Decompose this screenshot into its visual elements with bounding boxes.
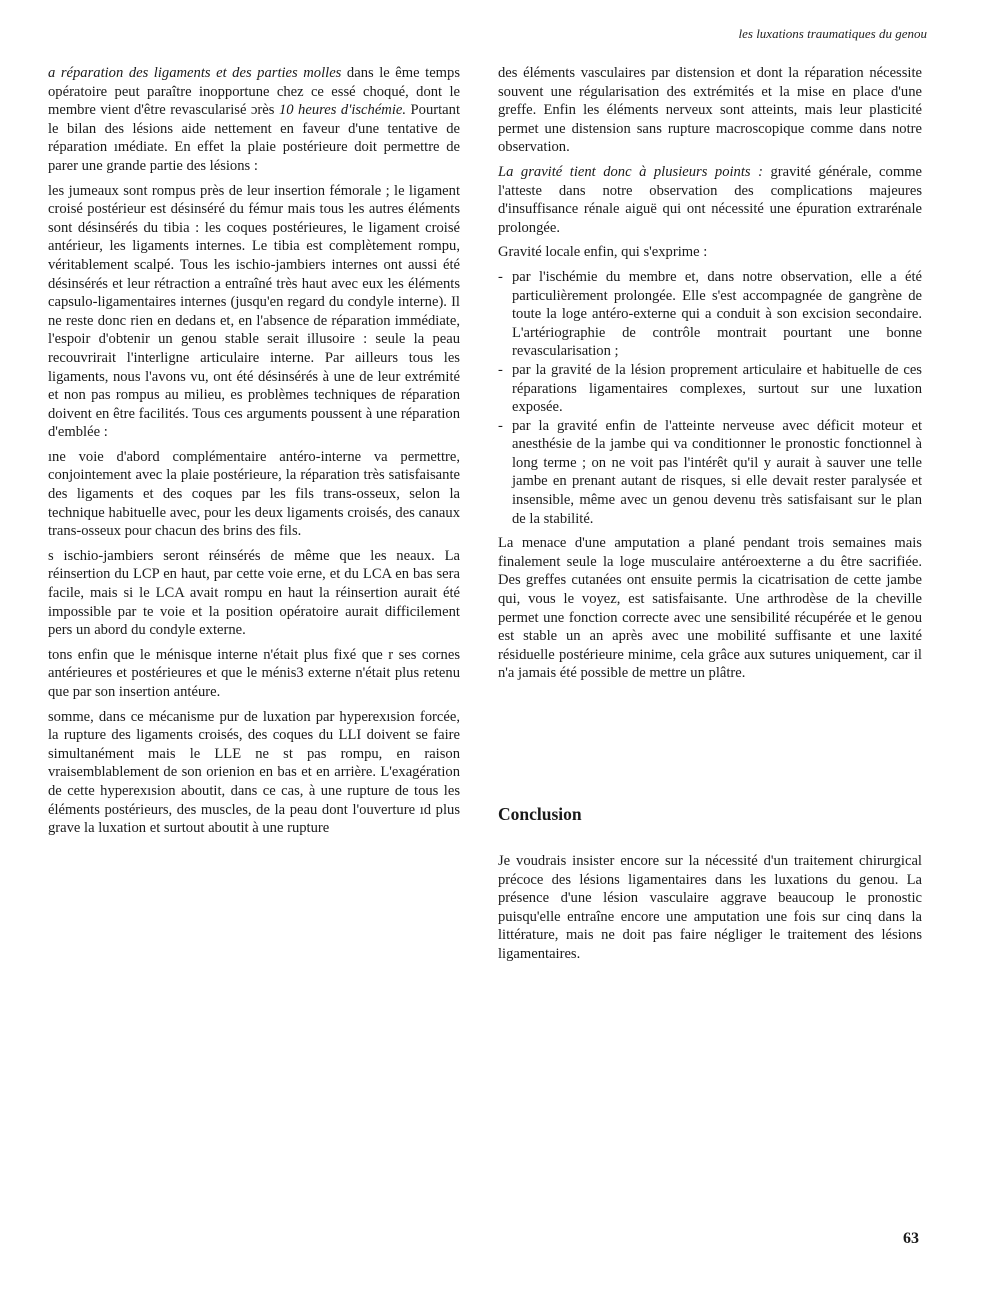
- right-paragraph-4: La menace d'une amputation a plané pendant trois semaines mais finalement seule la loge musculaire antéroexterne a du être sacrifiée. Des greffes cutanées ont ensuite permis la cicatrisation de cette jambe qui, vous le voyez, est satisfaisante. Une arthrodèse de la cheville permet une fonction correcte avec une sensibilité récupérée et le genou est stable un an après avec une mobilité suffisante et une laxité résiduelle postérieure minime, cela grâce aux sutures uniquement, car il n'a jamais été possible de mettre un plâtre.: [498, 535, 922, 682]
- left-paragraph-2: les jumeaux sont rompus près de leur insertion fémorale ; le ligament croisé postérieur est désinséré du fémur mais tous les autres éléments sont désinsérés du tibia : les coques postérieures, le ligament croisé antérieur, les ligaments internes. Le tibia est complètement rompu, véritablement scalpé. Tous les ischio-jambiers internes ont aussi été désinsérés et leur rétraction a entraîné très haut avec eux les éléments capsulo-ligamentaires internes (jusqu'en regard du condyle interne). Il ne reste donc rien en dedans et, en l'absence de réparation immédiate, l'espoir d'obtenir un genou stable serait illusoire : seule la peau recouvrirait l'interligne articulaire interne. Par ailleurs tous les ligaments, nous l'avons vu, ont été désinsérés à une de leur extrémité et non pas rompus au milieu, es problèmes techniques de réparation doivent en être facilités. Tous ces arguments poussent à une réparation d'emblée :: [48, 182, 460, 441]
- right-paragraph-3: Gravité locale enfin, qui s'exprime :: [498, 244, 708, 261]
- left-paragraph-4: s ischio-jambiers seront réinsérés de même que les neaux. La réinsertion du LCP en haut, par cette voie erne, et du LCA en bas sera facile, mais si le LCA avait rompu en haut la réinsertion aurait été impossible par te voie et la position opératoire aurait difficilement pers un abord du condyle externe.: [48, 547, 460, 639]
- left-p1-text-b: Pourtant le bilan des lésions aide nettement en faveur d'une tentative de réparation ımédiate. En effet la plaie postérieure doit permettre de parer une grande partie des lésions :: [48, 102, 460, 174]
- left-p1-italic-b: 10 heures d'ischémie.: [278, 102, 407, 119]
- left-paragraph-3: ıne voie d'abord complémentaire antéro-interne va permettre, conjointement avec la plaie postérieure, la réparation très satisfaisante des ligaments et des coques par les fils trans-osseux, selon la technique habituelle avec, pour les deux ligaments croisés, des canaux trans-osseux pour chacun des brins des fils.: [48, 448, 460, 540]
- left-paragraph-5: tons enfin que le ménisque interne n'était plus fixé que r ses cornes antérieures et postérieures et que le ménis3 externe n'était plus retenu que par son insertion antéure.: [48, 646, 460, 700]
- gravity-list: [498, 268, 922, 528]
- left-column: [48, 64, 460, 844]
- right-paragraph-2: [498, 163, 922, 237]
- list-item: - par la gravité enfin de l'atteinte nerveuse avec déficit moteur et anesthésie de la jambe qui va conditionner le pronostic fonctionnel à long terme ; on ne voit pas l'intérêt qu'il y aurait à sauver une telle jambe en prenant autant de risques, si elle devait rester paralysée et insensible, même avec un genou devenu très satisfaisant sur le plan de la stabilité.: [498, 417, 922, 529]
- right-p2-text: gravité générale, comme l'atteste dans notre observation des complications majeures d'insuffisance rénale aiguë qui ont nécessité une épuration extrarénale prolongée.: [498, 163, 923, 236]
- right-column: [498, 64, 922, 689]
- left-p1-italic-a: a réparation des ligaments et des parties molles: [48, 65, 342, 81]
- left-paragraph-6: somme, dans ce mécanisme pur de luxation par hyperexısion forcée, la rupture des ligaments croisés, des coques du LLI doivent se faire simultanément mais le LLE ne st pas rompu, en raison vraisemblablement de son orienion en bas et en arrière. L'exagération de cette hyperexısion aboutit, dans ce cas, à une rupture de tous les éléments postérieurs, des muscles, de la peau dont l'ouverture ıd plus grave la luxation et surtout aboutit à une rupture: [48, 708, 460, 837]
- conclusion-heading: Conclusion: [498, 804, 582, 824]
- right-paragraph-1: des éléments vasculaires par distension et dont la réparation nécessite souvent une régularisation des extrémités et la mise en place d'une greffe. Enfin les éléments nerveux sont atteints, mais leur plasticité permet une distension sans rupture macroscopique comme dans notre observation.: [498, 65, 922, 156]
- right-p2-italic: La gravité tient donc à plusieurs points :: [498, 163, 763, 180]
- left-p1-text-a: dans le ême temps opératoire peut paraître inopportune chez ce essé choqué, dont le membre vient d'être revascularisé ɔrès: [48, 65, 460, 119]
- running-head: les luxations traumatiques du genou: [738, 26, 927, 41]
- list-item: - par l'ischémie du membre et, dans notre observation, elle a été particulièrement prolongée. Elle s'est accompagnée de gangrène de toute la loge antéro-externe qui a conduit à son excision secondaire. L'artériographie de contrôle montrait pourtant une bonne revascularisation ;: [498, 268, 922, 361]
- page-number: 63: [903, 1230, 919, 1247]
- left-paragraph-1: [48, 64, 460, 176]
- conclusion-paragraph: Je voudrais insister encore sur la nécessité d'un traitement chirurgical précoce des lésions ligamentaires dans les luxations du genou. La présence d'une lésion vasculaire aggrave beaucoup le pronostic puisqu'elle entraîne encore une amputation une fois sur cinq dans la littérature, mais ne doit pas faire négliger le traitement des lésions ligamentaires.: [498, 853, 922, 962]
- list-item: - par la gravité de la lésion proprement articulaire et habituelle de ces réparations ligamentaires complexes, surtout sur une luxation exposée.: [498, 361, 922, 417]
